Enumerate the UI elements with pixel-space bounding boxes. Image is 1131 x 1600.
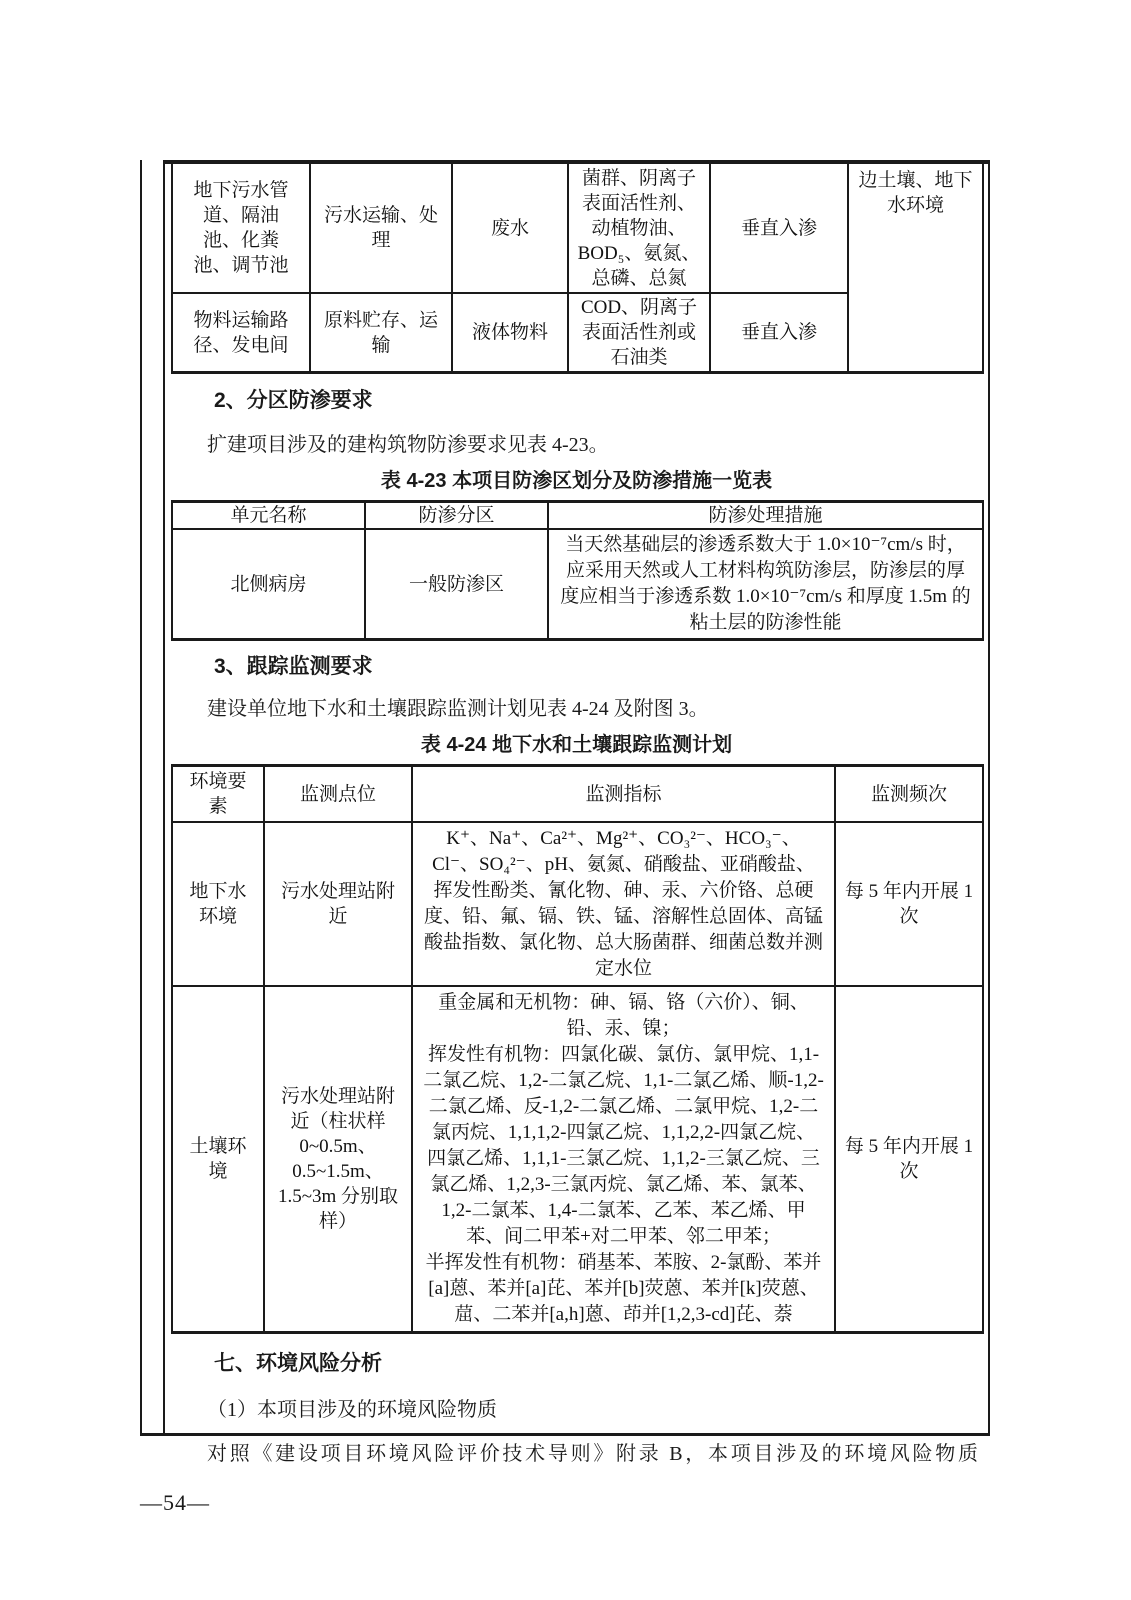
- indicator-group-voc: 挥发性有机物：四氯化碳、氯仿、氯甲烷、1,1-二氯乙烷、1,2-二氯乙烷、1,1-二氯乙烯、顺-1,2-二氯乙烯、反-1,2-二氯乙烯、二氯甲烷、1,2-二氯丙烷、1,1,1,2-四氯乙烷、1,1,2,2-四氯乙烷、四氯乙烯、1,1,1-三氯乙烷、1,1,2-三氯乙烷、三氯乙烯、1,2,3-三氯丙烷、氯乙烯、苯、氯苯、1,2-二氯苯、1,4-二氯苯、乙苯、苯乙烯、甲苯、间二甲苯+对二甲苯、邻二甲苯；: [423, 1044, 824, 1247]
- table-4-23: [171, 500, 984, 641]
- factors-cell: COD、阴离子表面活性剂或石油类: [568, 293, 710, 373]
- table-header-row: [172, 502, 983, 530]
- unit-name-cell: 北侧病房: [172, 529, 365, 640]
- column-header: 监测频次: [835, 766, 983, 823]
- monitoring-frequency-cell: 每 5 年内开展 1 次: [835, 822, 983, 986]
- monitoring-frequency-cell: 每 5 年内开展 1 次: [835, 986, 983, 1333]
- table-row-soil: [172, 986, 983, 1333]
- factors-cell: 菌群、阴离子表面活性剂、动植物油、BOD₅、氨氮、总磷、总氮: [568, 164, 710, 293]
- indicator-group-svoc: 半挥发性有机物：硝基苯、苯胺、2-氯酚、苯并[a]蒽、苯并[a]芘、苯并[b]荧蒽、苯并[k]荧蒽、䓛、二苯并[a,h]蒽、茚并[1,2,3-cd]芘、萘: [425, 1252, 822, 1325]
- indicator-group-heavy-metals: 重金属和无机物：砷、镉、铬（六价）、铜、铅、汞、镍；: [438, 992, 809, 1039]
- paragraph: 对照《建设项目环境风险评价技术导则》附录 B，本项目涉及的环境风险物质: [207, 1443, 978, 1465]
- table-row: [172, 529, 983, 640]
- pathway-cell: 垂直入渗: [710, 293, 848, 373]
- section-heading-monitoring: 3、跟踪监测要求: [214, 655, 373, 678]
- column-header: 监测指标: [412, 766, 835, 823]
- impact-target-cell: 边土壤、地下水环境: [848, 164, 983, 373]
- unit-cell: 物料运输路径、发电间: [172, 293, 310, 373]
- monitoring-point-cell: 污水处理站附近: [264, 822, 412, 986]
- indicator-group: K⁺、Na⁺、Ca²⁺、Mg²⁺、CO₃²⁻、HCO₃⁻、Cl⁻、SO₄²⁻、pH、氨氮、硝酸盐、亚硝酸盐、挥发性酚类、氰化物、砷、汞、六价铬、总硬度、铅、氟、镉、铁、锰、溶解性总固体、高锰酸盐指数、氯化物、总大肠菌群、细菌总数并测定水位: [423, 828, 823, 979]
- material-cell: 液体物料: [452, 293, 568, 373]
- section-heading-anti-seepage: 2、分区防渗要求: [214, 389, 373, 412]
- section-heading-risk-analysis: 七、环境风险分析: [214, 1352, 382, 1375]
- column-header: 监测点位: [264, 766, 412, 823]
- table-4-24-title: 表 4-24 地下水和土壤跟踪监测计划: [420, 734, 733, 756]
- table-4-23-title: 表 4-23 本项目防渗区划分及防渗措施一览表: [380, 470, 773, 492]
- table-row: [172, 164, 983, 293]
- column-header: 环境要素: [172, 766, 264, 823]
- seepage-measure-cell: 当天然基础层的渗透系数大于 1.0×10⁻⁷cm/s 时，应采用天然或人工材料构筑防渗层，防渗层的厚度应相当于渗透系数 1.0×10⁻⁷cm/s 和厚度 1.5m 的粘土层的防渗性能: [548, 529, 983, 640]
- column-header: 防渗分区: [365, 502, 548, 530]
- column-header: 防渗处理措施: [548, 502, 983, 530]
- paragraph: 扩建项目涉及的建构筑物防渗要求见表 4-23。: [207, 434, 609, 456]
- monitoring-point-cell: 污水处理站附近（柱状样 0~0.5m、0.5~1.5m、1.5~3m 分别取样）: [264, 986, 412, 1333]
- pathway-cell: 垂直入渗: [710, 164, 848, 293]
- process-cell: 污水运输、处理: [310, 164, 452, 293]
- environment-element-cell: 地下水环境: [172, 822, 264, 986]
- environment-element-cell: 土壤环境: [172, 986, 264, 1333]
- table-4-24: [171, 764, 984, 1334]
- seepage-zone-cell: 一般防渗区: [365, 529, 548, 640]
- table-row-groundwater: [172, 822, 983, 986]
- paragraph: 建设单位地下水和土壤跟踪监测计划见表 4-24 及附图 3。: [207, 698, 709, 720]
- process-cell: 原料贮存、运输: [310, 293, 452, 373]
- table-header-row: [172, 766, 983, 823]
- outer-frame-bottom-line: [140, 1433, 990, 1436]
- monitoring-indicators-cell: [412, 986, 835, 1333]
- paragraph: （1）本项目涉及的环境风险物质: [207, 1399, 497, 1421]
- material-cell: 废水: [452, 164, 568, 293]
- unit-cell: 地下污水管道、隔油池、化粪池、调节池: [172, 164, 310, 293]
- outer-frame-left-line: [140, 160, 142, 1436]
- column-header: 单元名称: [172, 502, 365, 530]
- pollution-pathway-table: [171, 164, 984, 374]
- content-frame: [163, 160, 990, 1465]
- page-number: —54—: [140, 1490, 210, 1515]
- monitoring-indicators-cell: [412, 822, 835, 986]
